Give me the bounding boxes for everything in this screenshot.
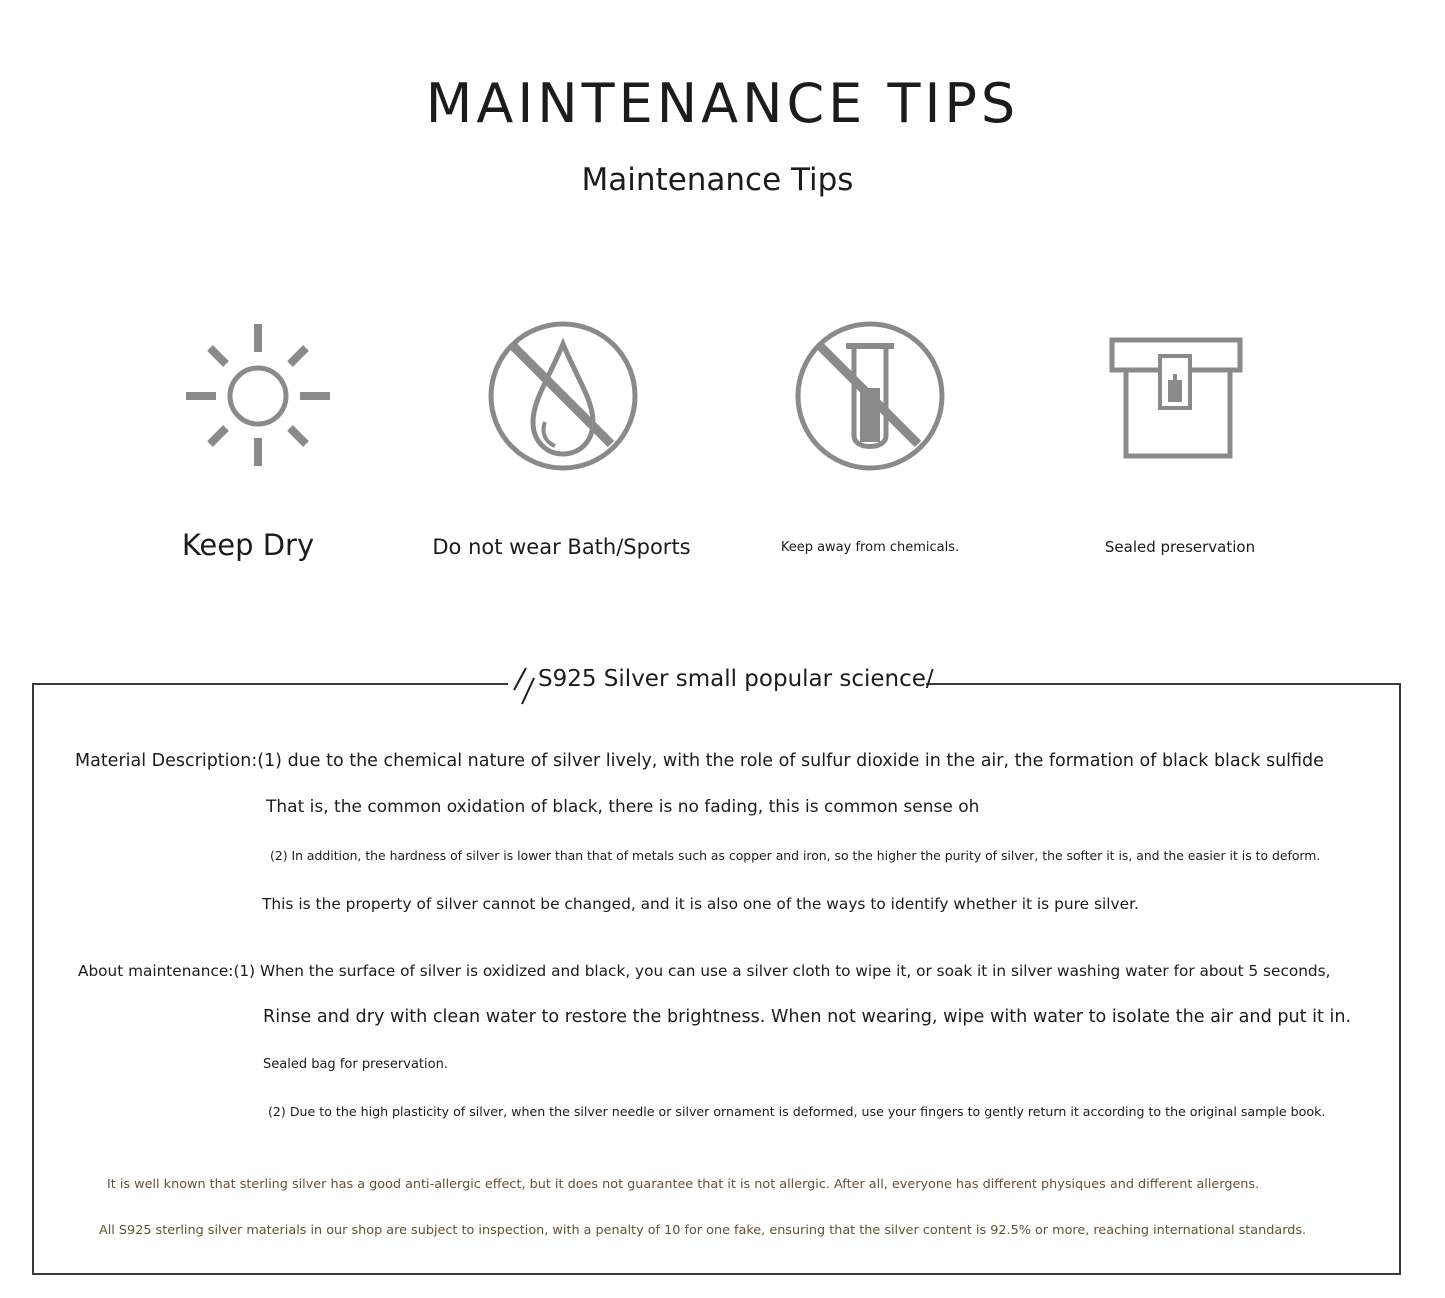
- maintenance-line-1: About maintenance:(1) When the surface of silver is oxidized and black, you can use a silver cloth to wipe it, or soak it in silver washing water for about 5 seconds,: [78, 962, 1331, 980]
- slash-icon: [512, 664, 536, 708]
- tip-label-keep-dry: Keep Dry: [181, 528, 315, 562]
- tip-label-sealed: Sealed preservation: [1104, 538, 1256, 556]
- maintenance-line-2: Rinse and dry with clean water to restore the brightness. When not wearing, wipe with water to isolate the air and put it in.: [263, 1007, 1352, 1027]
- inspection-note: All S925 sterling silver materials in our shop are subject to inspection, with a penalty of 10 for one fake, ensuring that the silver content is 92.5% or more, reaching international standards.: [99, 1223, 1307, 1238]
- maintenance-line-3: Sealed bag for preservation.: [263, 1057, 448, 1072]
- material-description-line-4: This is the property of silver cannot be changed, and it is also one of the ways to identify whether it is pure silver.: [262, 895, 1139, 913]
- material-description-line-3: (2) In addition, the hardness of silver is lower than that of metals such as copper and iron, so the higher the purity of silver, the softer it is, and the easier it is to deform.: [270, 848, 1321, 863]
- no-chemicals-test-tube-icon: [790, 318, 950, 478]
- material-description-line-2: That is, the common oxidation of black, there is no fading, this is common sense oh: [266, 797, 980, 817]
- sun-icon: [178, 318, 338, 478]
- allergy-note: It is well known that sterling silver has a good anti-allergic effect, but it does not guarantee that it is not allergic. After all, everyone has different physiques and different allergens.: [107, 1177, 1260, 1192]
- material-description-line-1: Material Description:(1) due to the chemical nature of silver lively, with the role of sulfur dioxide in the air, the formation of black black sulfide: [75, 751, 1324, 771]
- sealed-box-icon: [1098, 318, 1258, 478]
- maintenance-line-4: (2) Due to the high plasticity of silver, when the silver needle or silver ornament is deformed, use your fingers to gently return it according to the original sample book.: [268, 1104, 1326, 1119]
- page-title: MAINTENANCE TIPS: [425, 72, 1020, 135]
- no-water-drop-icon: [483, 318, 643, 478]
- tip-label-no-chemicals: Keep away from chemicals.: [780, 540, 960, 555]
- tip-label-no-bath-sports: Do not wear Bath/Sports: [432, 535, 691, 559]
- science-box-title: S925 Silver small popular science/: [538, 666, 934, 692]
- page-subtitle: Maintenance Tips: [581, 162, 854, 198]
